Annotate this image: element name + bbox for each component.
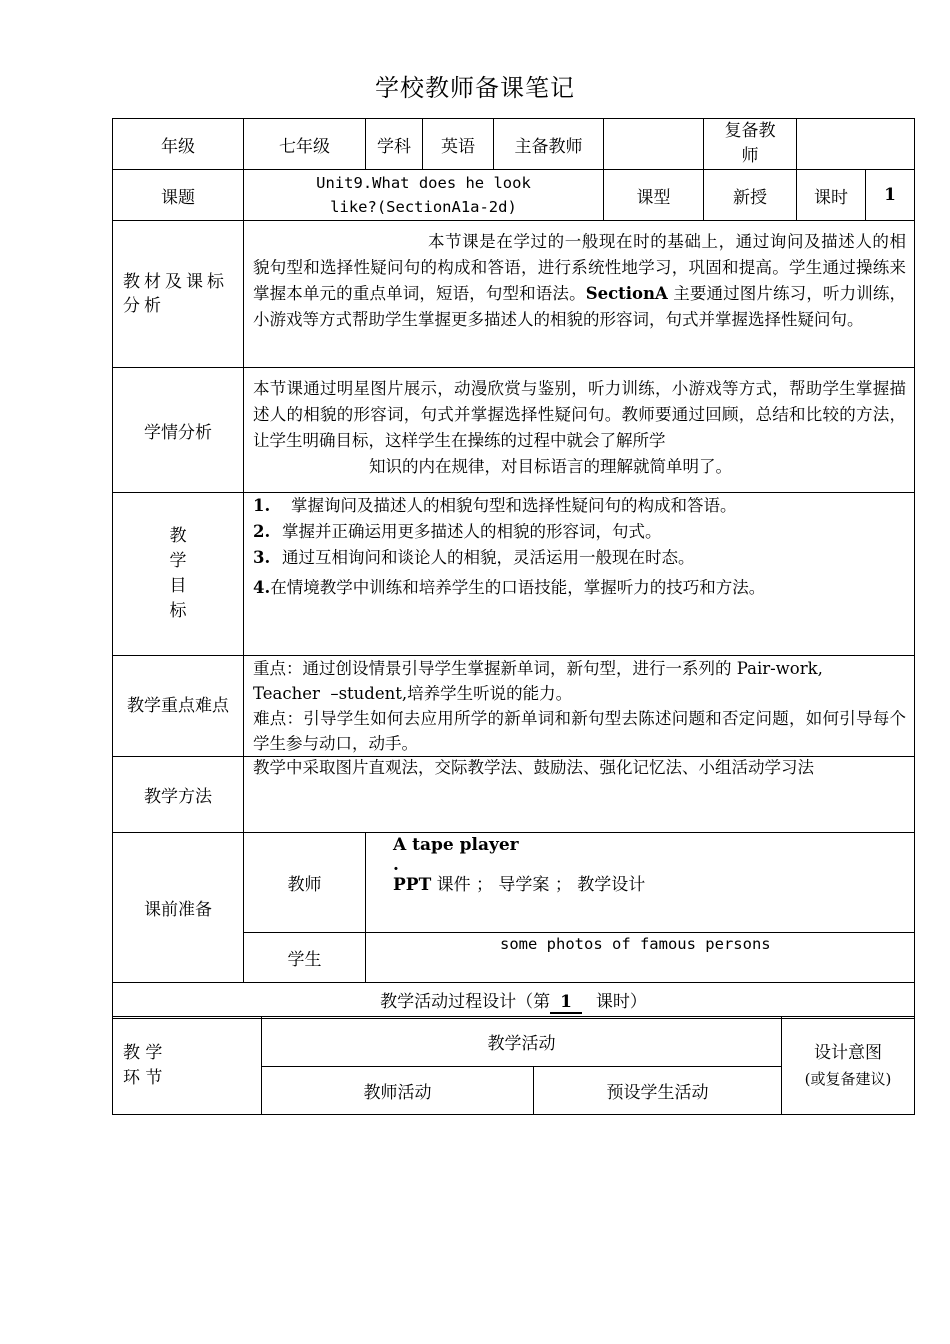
process-table: [112, 1016, 915, 1115]
key-points-label: 教学重点难点: [113, 656, 244, 757]
objective-number: 3.: [253, 548, 271, 567]
stage-label-line2: 环 节: [123, 1067, 163, 1088]
subject-label: 学科: [366, 119, 423, 170]
objectives-label-char: 教: [169, 526, 187, 546]
objectives-label-char: 目: [169, 576, 187, 596]
student-analysis-body: 本节课通过明星图片展示，动漫欣赏与鉴别，听力训练，小游戏等方式，帮助学生掌握描述人的相貌的形容词，句式并掌握选择性疑问句。教师要通过回顾，总结和比较的方法，让学生明确目标，这样学生在操练的过程中就会了解所学: [253, 379, 906, 450]
key-point-line2: Teacher –student,培养学生听说的能力。: [253, 684, 573, 703]
process-title-row: [113, 983, 915, 1019]
preparation-teacher-row: [113, 833, 915, 933]
preparation-label: 课前准备: [113, 833, 244, 983]
design-intent-line1: 设计意图: [814, 1042, 882, 1063]
objectives-label: [113, 493, 244, 656]
key-points-text: [244, 656, 915, 757]
key-points-row: [113, 656, 915, 757]
process-header-row: [113, 1017, 915, 1067]
process-title-suffix: 课时）: [595, 992, 647, 1012]
design-intent-line2: (或复备建议): [804, 1069, 892, 1088]
key-point-line1: 重点：通过创设情景引导学生掌握新单词，新句型，进行一系列的 Pair-work,: [253, 659, 823, 678]
topic-value-line2: like?(SectionA1a-2d): [330, 198, 517, 216]
main-teacher-value: [604, 119, 704, 170]
objective-number: 1.: [253, 496, 271, 515]
objective-item: [253, 519, 906, 545]
lesson-type-label: 课型: [604, 170, 704, 221]
dot-line: .: [393, 855, 399, 875]
main-teacher-label: 主备教师: [494, 119, 604, 170]
period-label: 课时: [797, 170, 866, 221]
subject-value: 英语: [423, 119, 494, 170]
process-period: 1: [550, 992, 582, 1014]
objective-text: 通过互相询问和谈论人的相貌，灵活运用一般现在时态。: [282, 548, 695, 567]
difficult-point: 难点：引导学生如何去应用所学的新单词和新句型去陈述问题和否定问题，如何引导每个学生参与动口，动手。: [253, 709, 906, 753]
objectives-label-char: 标: [169, 601, 187, 621]
stage-label: [113, 1017, 262, 1115]
student-analysis-text: [244, 368, 915, 493]
topic-value-line1: Unit9.What does he look: [316, 174, 531, 192]
material-analysis-text-a: 本节课是在学过的一般现在时的基础上，通过询问及描述人的相貌句型和选择性疑问句的构成和答语，进行系统性地学习，巩固和提高。学生通过操练来掌握本单元的重点单词，短语，句型和语法。: [253, 232, 906, 303]
objective-item: [253, 545, 906, 571]
objective-item: [253, 575, 906, 601]
preparation-student-label: 学生: [244, 933, 366, 983]
objective-number: 2.: [253, 522, 271, 541]
student-analysis-row: [113, 368, 915, 493]
methods-row: [113, 757, 915, 833]
methods-text: 教学中采取图片直观法，交际教学法、鼓励法、强化记忆法、小组活动学习法: [244, 757, 915, 833]
objectives-row: [113, 493, 915, 656]
objectives-list: [244, 493, 915, 656]
objective-item: [253, 493, 906, 519]
design-intent-label: [782, 1017, 915, 1115]
period-value: 1: [866, 170, 915, 221]
material-analysis-row: [113, 221, 915, 368]
activity-label: 教学活动: [262, 1017, 782, 1067]
preparation-student-value: some photos of famous persons: [366, 933, 915, 983]
student-activity-label: 预设学生活动: [534, 1067, 782, 1115]
page-title: 学校教师备课笔记: [375, 74, 575, 102]
stage-label-line1: 教 学: [123, 1042, 163, 1063]
ppt-label: PPT: [393, 875, 432, 895]
review-teacher-value: [797, 119, 915, 170]
process-title: [113, 983, 915, 1019]
student-analysis-last-line: 知识的内在规律，对目标语言的理解就简单明了。: [369, 457, 732, 476]
material-analysis-label: 教材及课标分析: [113, 221, 244, 368]
header-row: [113, 119, 915, 170]
material-analysis-text: [244, 221, 915, 368]
review-teacher-label: [704, 119, 797, 170]
section-a-label: SectionA: [585, 284, 668, 303]
lesson-plan-table: [112, 118, 915, 1019]
grade-value: 七年级: [244, 119, 366, 170]
objective-number: 4.: [253, 578, 271, 597]
ppt-item: [393, 873, 914, 897]
objectives-label-char: 学: [169, 551, 187, 571]
preparation-teacher-label: 教师: [244, 833, 366, 933]
methods-label: 教学方法: [113, 757, 244, 833]
student-analysis-label: 学情分析: [113, 368, 244, 493]
objective-text: 掌握询问及描述人的相貌句型和选择性疑问句的构成和答语。: [291, 496, 737, 515]
process-title-prefix: 教学活动过程设计（第: [380, 992, 551, 1012]
material-analysis-text-b: 主要通过图片练习，听力训练，小游戏等方式帮助学生掌握更多描述人的相貌的形容词，句式并掌握选择性疑问句。: [253, 284, 906, 329]
tape-player-item: A tape player: [393, 835, 519, 855]
ppt-rest: 课件 ； 导学案 ； 教学设计: [431, 875, 646, 895]
objective-text: 在情境教学中训练和培养学生的口语技能，掌握听力的技巧和方法。: [270, 578, 766, 597]
grade-label: 年级: [113, 119, 244, 170]
topic-label: 课题: [113, 170, 244, 221]
topic-row: [113, 170, 915, 221]
lesson-type-value: 新授: [704, 170, 797, 221]
teacher-activity-label: 教师活动: [262, 1067, 534, 1115]
topic-value: [244, 170, 604, 221]
review-teacher-label-text: 复备教师: [724, 121, 776, 166]
objective-text: 掌握并正确运用更多描述人的相貌的形容词，句式。: [282, 522, 662, 541]
preparation-teacher-value: [366, 833, 915, 933]
